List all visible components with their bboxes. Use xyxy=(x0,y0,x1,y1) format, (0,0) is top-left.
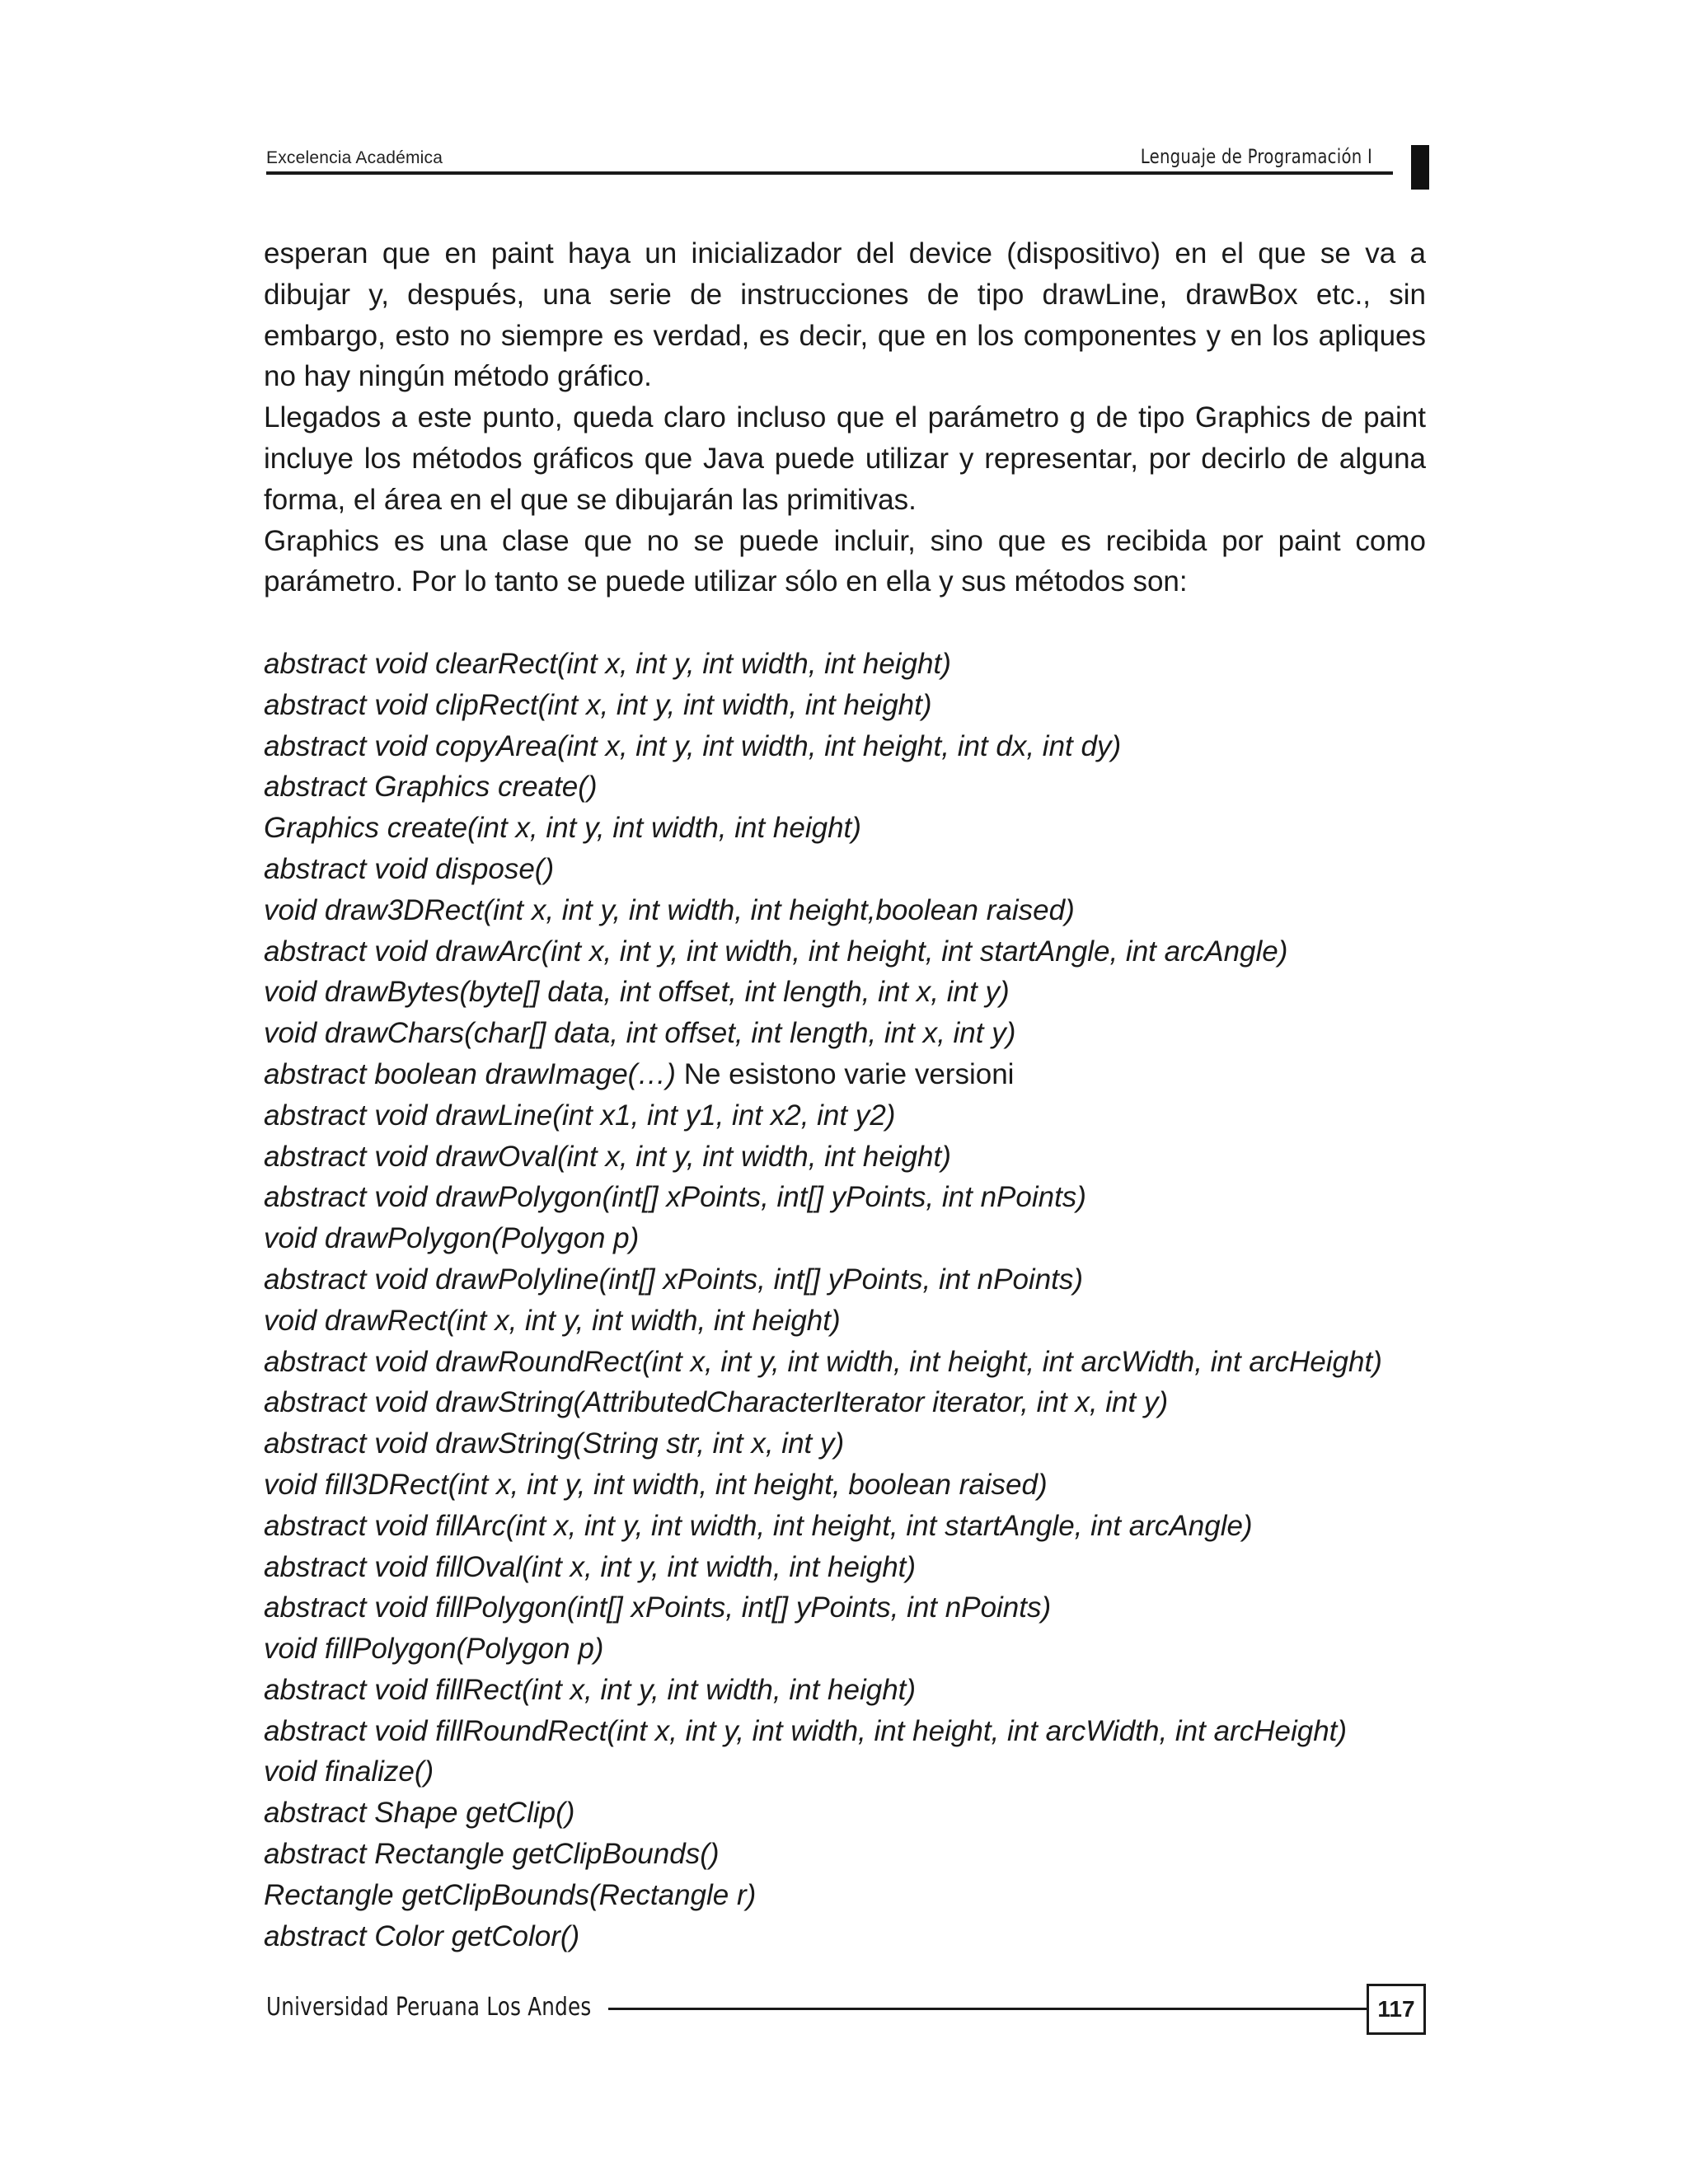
method-item xyxy=(264,1382,1426,1423)
method-item xyxy=(264,726,1426,767)
method-item xyxy=(264,1916,1426,1957)
method-item xyxy=(264,685,1426,726)
method-signature: abstract void copyArea(int x, int y, int width, int height, int dx, int dy) xyxy=(264,729,1122,762)
method-signature: void finalize() xyxy=(264,1755,434,1788)
method-item xyxy=(264,890,1426,931)
page-body xyxy=(264,233,1426,1957)
method-item xyxy=(264,766,1426,808)
method-item xyxy=(264,849,1426,890)
method-signature: abstract void drawString(AttributedCharacterIterator iterator, int x, int y) xyxy=(264,1386,1169,1419)
method-signature: abstract void fillRect(int x, int y, int width, int height) xyxy=(264,1673,917,1706)
method-item xyxy=(264,1670,1426,1711)
method-item xyxy=(264,1177,1426,1218)
method-item xyxy=(264,1342,1426,1383)
method-signature: void draw3DRect(int x, int y, int width, int height,boolean raised) xyxy=(264,893,1075,926)
method-signature: abstract boolean drawImage(…) xyxy=(264,1057,676,1090)
method-item xyxy=(264,1793,1426,1834)
method-signature: abstract Color getColor() xyxy=(264,1919,580,1952)
method-item xyxy=(264,1259,1426,1301)
running-header-right: Lenguaje de Programación I xyxy=(1140,145,1372,168)
method-item xyxy=(264,1506,1426,1547)
paragraph: esperan que en paint haya un inicializador del device (dispositivo) en el que se va a dibujar y, después, una serie de instrucciones de tipo drawLine, drawBox etc., sin embargo, esto no siempre es verdad, es decir, que en los componentes y en los apliques no hay ningún método gráfico. xyxy=(264,237,1426,393)
method-signature: Graphics create(int x, int y, int width, int height) xyxy=(264,812,861,845)
method-item xyxy=(264,644,1426,685)
method-item xyxy=(264,1751,1426,1793)
paragraph: Llegados a este punto, queda claro incluso que el parámetro g de tipo Graphics de paint incluye los métodos gráficos que Java puede utilizar y representar, por decirlo de alguna forma, el área en el que se dibujarán las primitivas. xyxy=(264,401,1426,516)
method-signature: abstract void clearRect(int x, int y, int width, int height) xyxy=(264,647,951,680)
method-signature: abstract Rectangle getClipBounds() xyxy=(264,1838,720,1871)
method-item xyxy=(264,1301,1426,1342)
method-item xyxy=(264,931,1426,972)
method-signature: abstract Shape getClip() xyxy=(264,1797,575,1830)
header-block-marker xyxy=(1411,145,1429,190)
method-signature: void fill3DRect(int x, int y, int width, int height, boolean raised) xyxy=(264,1468,1048,1501)
method-signature: void drawChars(char[] data, int offset, int length, int x, int y) xyxy=(264,1017,1016,1050)
method-item xyxy=(264,1547,1426,1588)
method-item xyxy=(264,808,1426,849)
footer-rule xyxy=(608,2008,1368,2010)
method-note: Ne esistono varie versioni xyxy=(683,1057,1015,1090)
method-signature: abstract void dispose() xyxy=(264,852,555,885)
method-item xyxy=(264,1423,1426,1465)
method-signature: void drawRect(int x, int y, int width, int height) xyxy=(264,1304,841,1337)
method-signature: abstract void drawPolyline(int[] xPoints, int[] yPoints, int nPoints) xyxy=(264,1263,1084,1296)
method-signature: abstract void fillOval(int x, int y, int width, int height) xyxy=(264,1550,917,1583)
method-item xyxy=(264,1054,1426,1095)
method-item xyxy=(264,1095,1426,1137)
page-number: 117 xyxy=(1367,1984,1426,2035)
header-rule xyxy=(266,171,1393,175)
method-item xyxy=(264,1587,1426,1629)
method-signature: abstract void drawPolygon(int[] xPoints, int[] yPoints, int nPoints) xyxy=(264,1181,1086,1214)
paragraph-spacer xyxy=(264,602,1426,644)
method-item xyxy=(264,1711,1426,1752)
method-item xyxy=(264,1629,1426,1670)
method-item xyxy=(264,1013,1426,1054)
method-signature: abstract void drawOval(int x, int y, int width, int height) xyxy=(264,1140,951,1173)
method-signature: abstract void clipRect(int x, int y, int width, int height) xyxy=(264,688,932,721)
running-header-left: Excelencia Académica xyxy=(266,148,443,167)
running-footer: Universidad Peruana Los Andes xyxy=(266,1993,592,2022)
method-signature: void drawPolygon(Polygon p) xyxy=(264,1222,640,1255)
method-item xyxy=(264,1465,1426,1506)
method-item xyxy=(264,1137,1426,1178)
method-item xyxy=(264,1834,1426,1875)
method-signature: abstract void drawString(String str, int x, int y) xyxy=(264,1427,845,1460)
method-item xyxy=(264,1875,1426,1916)
method-signature: Rectangle getClipBounds(Rectangle r) xyxy=(264,1878,757,1911)
method-signature: void fillPolygon(Polygon p) xyxy=(264,1633,604,1666)
paragraph: Graphics es una clase que no se puede incluir, sino que es recibida por paint como parámetro. Por lo tanto se puede utilizar sólo en ella y sus métodos son: xyxy=(264,524,1426,598)
method-item xyxy=(264,1218,1426,1259)
method-list xyxy=(264,644,1426,1957)
method-signature: abstract void drawArc(int x, int y, int width, int height, int startAngle, int arcAngle) xyxy=(264,935,1288,968)
method-item xyxy=(264,972,1426,1013)
method-signature: abstract void drawLine(int x1, int y1, int x2, int y2) xyxy=(264,1099,896,1132)
method-signature: void drawBytes(byte[] data, int offset, int length, int x, int y) xyxy=(264,976,1010,1009)
method-signature: abstract void fillArc(int x, int y, int width, int height, int startAngle, int arcAngle) xyxy=(264,1509,1253,1542)
method-signature: abstract Graphics create() xyxy=(264,771,598,804)
method-signature: abstract void fillPolygon(int[] xPoints, int[] yPoints, int nPoints) xyxy=(264,1591,1052,1624)
method-signature: abstract void drawRoundRect(int x, int y, int width, int height, int arcWidth, int arcHeight) xyxy=(264,1345,1382,1378)
method-signature: abstract void fillRoundRect(int x, int y, int width, int height, int arcWidth, int arcHeight) xyxy=(264,1714,1348,1747)
